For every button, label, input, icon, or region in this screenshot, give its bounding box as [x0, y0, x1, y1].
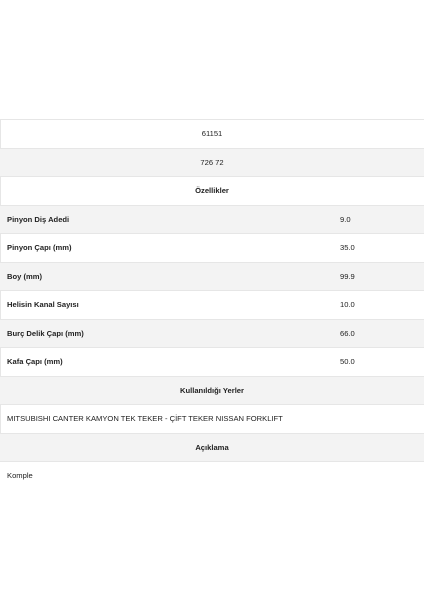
usage-text: MITSUBISHI CANTER KAMYON TEK TEKER - ÇİFT TEKER NISSAN FORKLIFT: [7, 414, 283, 424]
usage-heading-row: [0, 376, 424, 405]
usage-text-row: [0, 404, 424, 433]
spec-label: Pinyon Diş Adedi: [7, 214, 70, 224]
spec-row: [0, 347, 424, 376]
description-text: Komple: [7, 471, 33, 481]
spec-label: Pinyon Çapı (mm): [7, 243, 72, 253]
oem-code: 726 72: [200, 157, 224, 167]
spec-value: 10.0: [340, 300, 355, 310]
spec-row: [0, 290, 424, 319]
specs-heading-row: [0, 176, 424, 205]
spec-value: 35.0: [340, 243, 355, 253]
usage-heading: Kullanıldığı Yerler: [179, 385, 244, 395]
product-spec-table: [0, 119, 424, 490]
spec-label: Kafa Çapı (mm): [7, 357, 63, 367]
description-heading: Açıklama: [195, 442, 229, 452]
spec-row: [0, 319, 424, 348]
spec-row: [0, 205, 424, 234]
spec-value: 99.9: [340, 271, 355, 281]
description-heading-row: [0, 433, 424, 462]
spec-value: 50.0: [340, 357, 355, 367]
part-code: 61151: [201, 129, 223, 139]
spec-value: 9.0: [340, 214, 351, 224]
spec-row: [0, 262, 424, 291]
spec-value: 66.0: [340, 328, 355, 338]
spec-label: Boy (mm): [7, 271, 43, 281]
oem-code-row: [0, 148, 424, 177]
description-text-row: [0, 461, 424, 490]
spec-label: Helisin Kanal Sayısı: [7, 300, 79, 310]
spec-label: Burç Delik Çapı (mm): [7, 328, 84, 338]
specs-heading: Özellikler: [195, 186, 229, 196]
spec-row: [0, 233, 424, 262]
part-code-row: [0, 119, 424, 148]
